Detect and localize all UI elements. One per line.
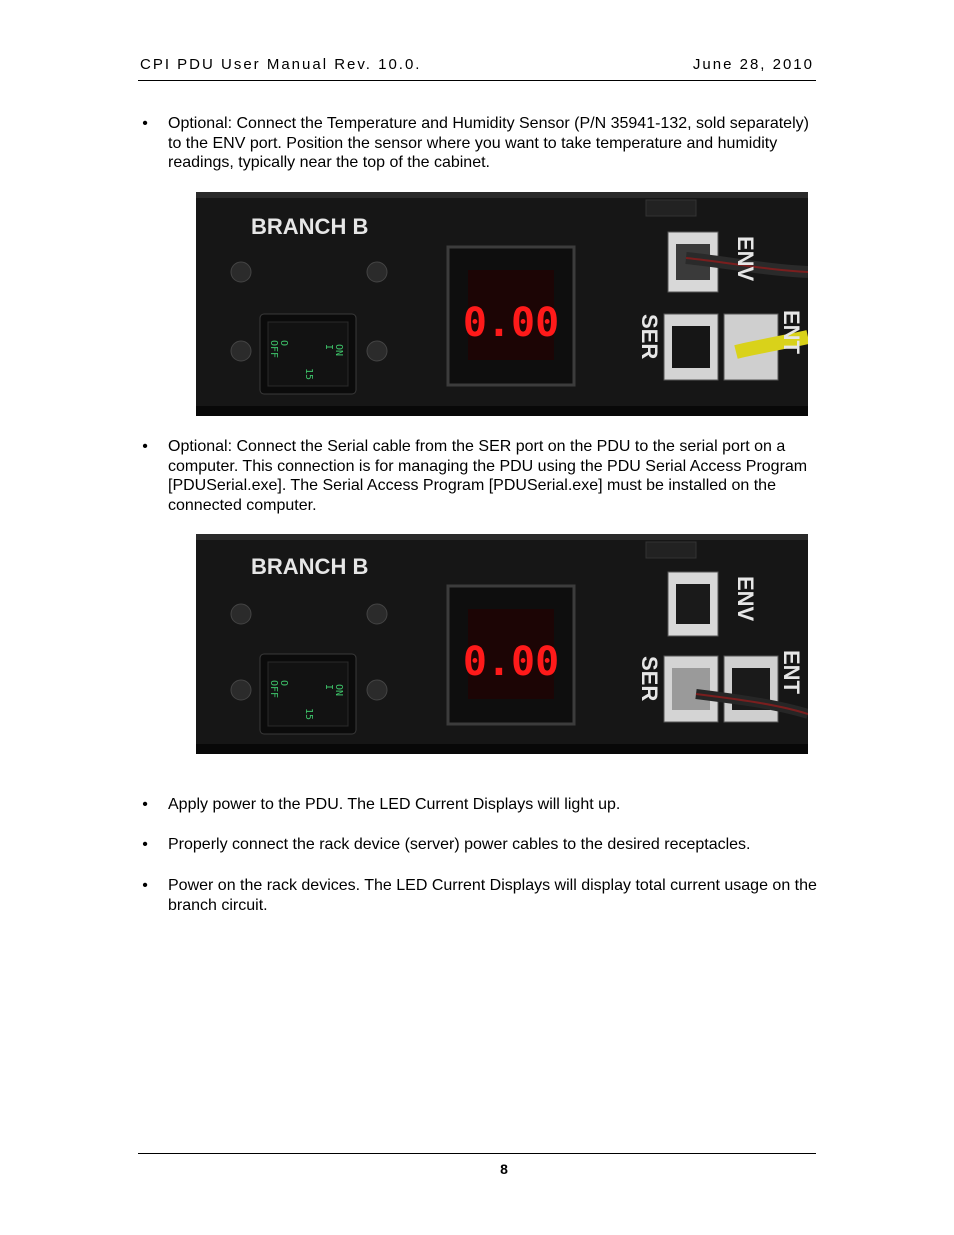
bullet-text: Power on the rack devices. The LED Current Displays will display total current usage on the branch circuit. (168, 877, 817, 914)
screw-icon (231, 262, 251, 282)
pdu-photo-ser-connection (196, 534, 808, 754)
bullet-text: Properly connect the rack device (server) power cables to the desired receptacles. (168, 836, 751, 853)
bullet-text: Apply power to the PDU. The LED Current Displays will light up. (168, 796, 621, 813)
switch-rating: 15 (303, 368, 314, 381)
screw-icon (231, 604, 251, 624)
switch-on-symbol: I (323, 344, 334, 351)
led-reading: 0.00 (462, 300, 560, 346)
switch-on-label: ON (333, 684, 344, 697)
footer-rule (138, 1153, 816, 1154)
switch-on-symbol: I (323, 684, 334, 691)
ent-port-label: ENT (779, 310, 804, 354)
bullet-symbol: • (142, 796, 148, 813)
switch-off-symbol: O (278, 340, 289, 347)
env-port-label: ENV (733, 576, 758, 622)
bullet-symbol: • (142, 438, 148, 455)
bullet-symbol: • (142, 836, 148, 853)
page-number: 8 (500, 1161, 508, 1177)
screw-icon (367, 262, 387, 282)
branch-label: BRANCH B (251, 214, 369, 239)
bullet-text: Optional: Connect the Temperature and Humidity Sensor (P/N 35941-132, sold separately) to the ENV port. Position the sensor where you want to take temperature and humidity readings, typically near the top of the cabinet. (168, 115, 809, 171)
screw-icon (367, 680, 387, 700)
switch-off-label: OFF (268, 340, 279, 359)
switch-on-label: ON (333, 344, 344, 357)
ser-port-label: SER (637, 656, 662, 702)
page-header (138, 52, 816, 81)
branch-label: BRANCH B (251, 554, 369, 579)
screw-icon (231, 341, 251, 361)
switch-off-label: OFF (268, 680, 279, 699)
header-date: June 28, 2010 (692, 56, 814, 73)
bullet-text: Optional: Connect the Serial cable from the SER port on the PDU to the serial port on a computer. This connection is for managing the PDU using the PDU Serial Access Program [PDUSerial.exe]. The Serial Access Program [PDUSerial.exe] must be installed on the connected computer. (168, 438, 808, 514)
screw-icon (231, 680, 251, 700)
ser-port-label: SER (637, 314, 662, 360)
screw-icon (367, 604, 387, 624)
bullet-symbol: • (142, 877, 148, 894)
switch-off-symbol: O (278, 680, 289, 687)
bullet-symbol: • (142, 115, 148, 132)
switch-rating: 15 (303, 708, 314, 721)
pdu-photo-env-connection (196, 192, 808, 416)
ent-port-label: ENT (779, 650, 804, 694)
led-reading: 0.00 (462, 639, 560, 685)
header-title: CPI PDU User Manual Rev. 10.0. (140, 56, 422, 73)
env-port-label: ENV (733, 236, 758, 282)
screw-icon (367, 341, 387, 361)
